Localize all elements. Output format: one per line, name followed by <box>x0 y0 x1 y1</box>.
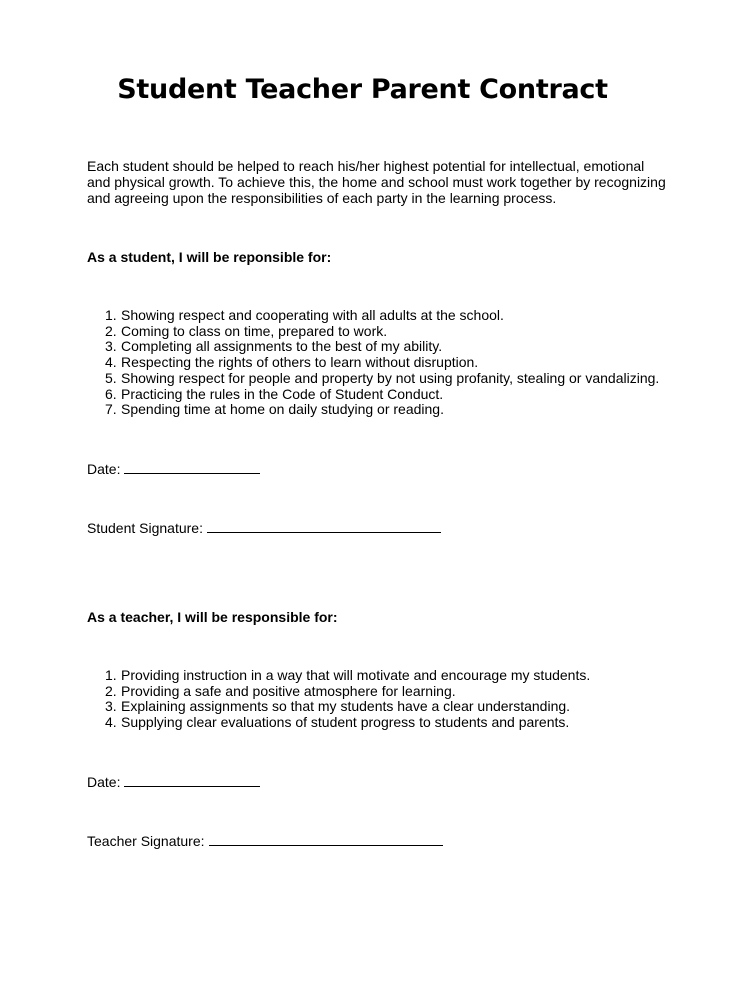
intro-paragraph: Each student should be helped to reach his/her highest potential for intellectual, emotional and physical growth. To achieve this, the home and school must work together by recognizing and agreeing upon the responsibilities of each party in the learning process. <box>87 158 666 206</box>
date-blank-line[interactable] <box>124 461 260 474</box>
list-item <box>87 324 659 340</box>
list-item-text: Providing instruction in a way that will motivate and encourage my students. <box>121 667 591 683</box>
list-item <box>87 668 590 684</box>
document-title: Student Teacher Parent Contract <box>117 74 608 105</box>
list-item-text: Explaining assignments so that my students have a clear understanding. <box>121 698 571 715</box>
list-item-number: 5. <box>105 369 117 386</box>
list-item-number: 3. <box>105 338 117 355</box>
student-date-field[interactable] <box>87 461 260 477</box>
student-section-heading: As a student, I will be reponsible for: <box>87 249 332 265</box>
list-item-number: 2. <box>105 682 117 699</box>
list-item-text: Spending time at home on daily studying or reading. <box>121 401 444 418</box>
list-item <box>87 355 659 371</box>
list-item <box>87 339 659 355</box>
list-item-text: Practicing the rules in the Code of Student Conduct. <box>121 385 444 402</box>
list-item-number: 4. <box>105 354 117 371</box>
signature-label: Teacher Signature: <box>87 833 205 849</box>
teacher-responsibilities-list <box>87 668 590 731</box>
list-item <box>87 699 590 715</box>
list-item-number: 2. <box>105 322 117 339</box>
signature-blank-line[interactable] <box>207 520 441 533</box>
list-item-number: 1. <box>105 307 117 323</box>
list-item-number: 7. <box>105 401 117 418</box>
list-item-number: 3. <box>105 698 117 715</box>
date-label: Date: <box>87 461 121 477</box>
list-item-text: Showing respect for people and property by not using profanity, stealing or vandalizing. <box>121 369 660 386</box>
teacher-section-heading: As a teacher, I will be responsible for: <box>87 609 338 625</box>
teacher-signature-field[interactable] <box>87 833 443 849</box>
list-item <box>87 308 659 324</box>
list-item-number: 1. <box>105 667 117 683</box>
list-item-text: Respecting the rights of others to learn without disruption. <box>121 354 479 371</box>
list-item-text: Completing all assignments to the best of my ability. <box>121 338 443 355</box>
list-item-text: Supplying clear evaluations of student progress to students and parents. <box>121 714 570 731</box>
list-item <box>87 684 590 700</box>
list-item <box>87 402 659 418</box>
student-signature-field[interactable] <box>87 520 441 536</box>
signature-label: Student Signature: <box>87 520 203 536</box>
signature-blank-line[interactable] <box>209 833 443 846</box>
list-item-number: 4. <box>105 714 117 731</box>
date-blank-line[interactable] <box>124 774 260 787</box>
list-item <box>87 387 659 403</box>
date-label: Date: <box>87 774 121 790</box>
student-responsibilities-list <box>87 308 659 418</box>
teacher-date-field[interactable] <box>87 774 260 790</box>
list-item <box>87 371 659 387</box>
list-item-text: Showing respect and cooperating with all adults at the school. <box>121 307 504 323</box>
list-item-text: Providing a safe and positive atmosphere for learning. <box>121 682 456 699</box>
list-item-text: Coming to class on time, prepared to work. <box>121 322 388 339</box>
list-item-number: 6. <box>105 385 117 402</box>
list-item <box>87 715 590 731</box>
